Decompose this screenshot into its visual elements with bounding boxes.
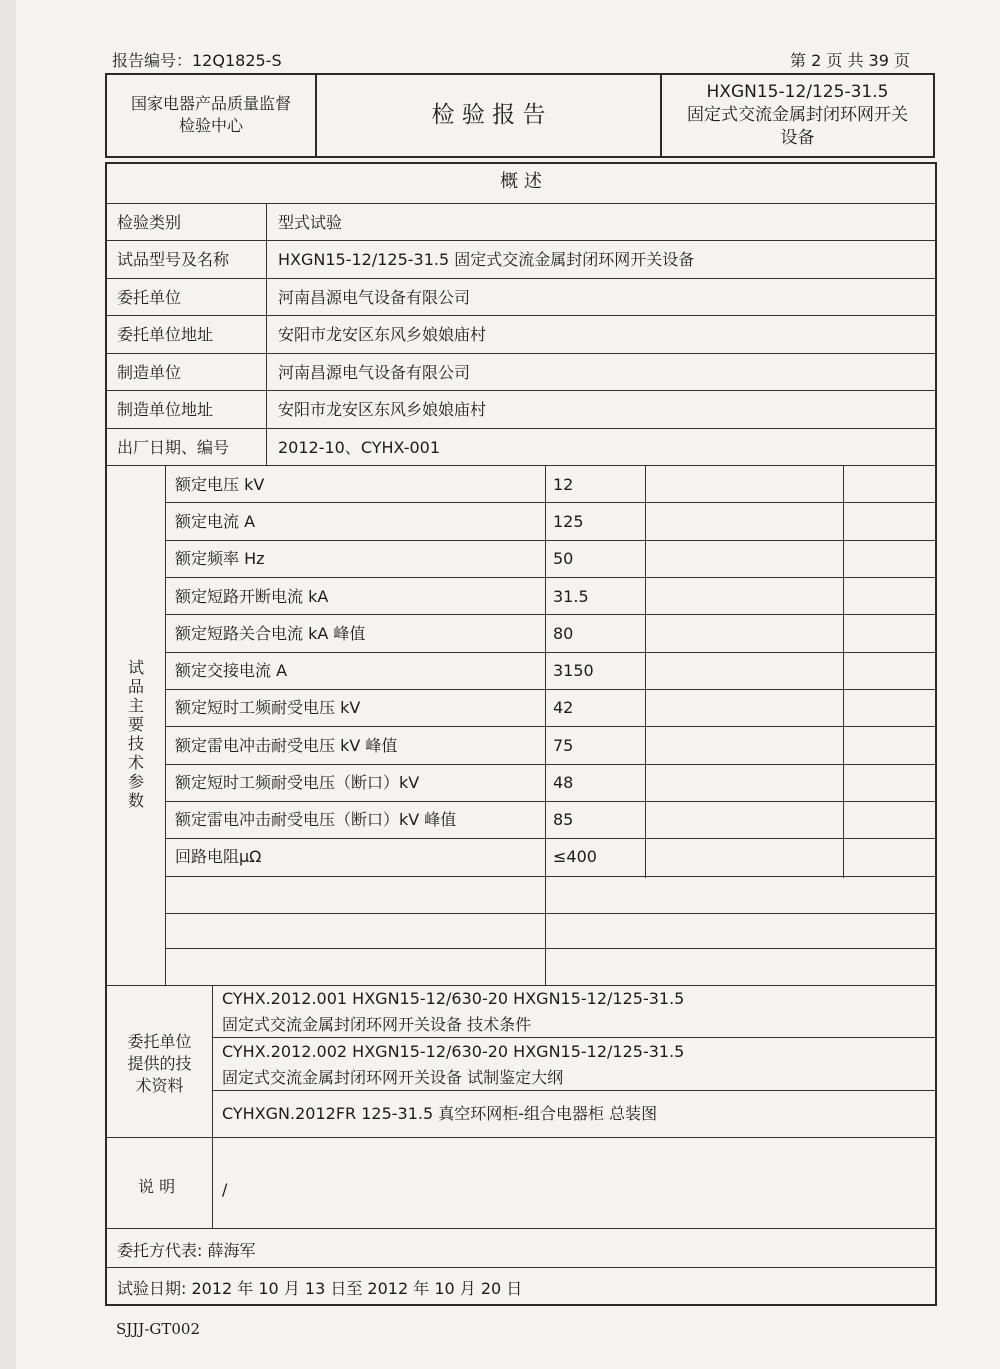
tech-docs-label xyxy=(107,1031,212,1097)
row-line xyxy=(107,278,935,279)
product-line-2: 固定式交流金属封闭环网开关 xyxy=(687,105,908,125)
tech-docs-label-line: 提供的技 xyxy=(127,1054,192,1073)
param-value: 12 xyxy=(553,475,574,494)
document-title: 检 验 报 告 xyxy=(431,102,546,128)
section-title: 概 述 xyxy=(500,171,542,192)
param-value: 80 xyxy=(553,624,574,643)
param-value: 85 xyxy=(553,810,574,829)
client-label: 委托单位 xyxy=(117,288,182,307)
param-line xyxy=(166,652,935,653)
param-value: 3150 xyxy=(553,661,594,680)
tech-docs-top-line xyxy=(107,985,935,986)
manufacturer-address-label: 制造单位地址 xyxy=(117,400,214,419)
params-name-divider xyxy=(545,465,546,985)
form-code: SJJJ-GT002 xyxy=(116,1320,201,1338)
client-value: 河南昌源电气设备有限公司 xyxy=(278,288,471,307)
page-info: 第 2 页 共 39 页 xyxy=(790,51,910,70)
production-date-label: 出厂日期、编号 xyxy=(117,438,230,457)
param-name: 额定短路开断电流 kA xyxy=(175,587,329,606)
manufacturer-label: 制造单位 xyxy=(117,363,182,382)
client-address-label: 委托单位地址 xyxy=(117,325,214,344)
params-value-divider xyxy=(645,465,646,878)
header-right-border xyxy=(933,73,935,158)
param-line xyxy=(166,876,935,877)
tech-doc-2-line-1: CYHX.2012.002 HXGN15-12/630-20 HXGN15-12/125-31.5 xyxy=(222,1042,685,1061)
param-value: 48 xyxy=(553,773,574,792)
tech-docs-label-line: 术资料 xyxy=(135,1076,184,1095)
param-line xyxy=(166,838,935,839)
param-line xyxy=(166,502,935,503)
sample-model-label: 试品型号及名称 xyxy=(117,250,230,269)
note-top-line xyxy=(107,1137,935,1138)
param-value: ≤400 xyxy=(553,847,597,866)
section-title-divider xyxy=(107,203,935,204)
param-name: 额定雷电冲击耐受电压 kV 峰值 xyxy=(175,736,398,755)
sample-model-value: HXGN15-12/125-31.5 固定式交流金属封闭环网开关设备 xyxy=(278,250,695,269)
params-label-divider xyxy=(165,465,166,985)
param-line xyxy=(166,689,935,690)
note-value: / xyxy=(222,1180,228,1199)
param-value: 31.5 xyxy=(553,587,589,606)
manufacturer-address-value: 安阳市龙安区东风乡娘娘庙村 xyxy=(278,400,487,419)
row-line xyxy=(107,240,935,241)
param-name: 额定短时工频耐受电压（断口）kV xyxy=(175,773,420,792)
tech-doc-1-line-2: 固定式交流金属封闭环网开关设备 技术条件 xyxy=(222,1015,532,1034)
table-top-border xyxy=(105,162,937,164)
info-label-divider xyxy=(266,203,267,465)
param-value: 50 xyxy=(553,549,574,568)
inspection-type-value: 型式试验 xyxy=(278,213,343,232)
param-name: 额定频率 Hz xyxy=(175,549,265,568)
client-address-value: 安阳市龙安区东风乡娘娘庙村 xyxy=(278,325,487,344)
manufacturer-value: 河南昌源电气设备有限公司 xyxy=(278,363,471,382)
row-line xyxy=(107,315,935,316)
param-name: 额定电压 kV xyxy=(175,475,265,494)
doc-line xyxy=(213,1090,935,1091)
row-line xyxy=(107,390,935,391)
param-value: 42 xyxy=(553,698,574,717)
param-name: 额定雷电冲击耐受电压（断口）kV 峰值 xyxy=(175,810,457,829)
report-number: 报告编号：12Q1825-S xyxy=(112,51,282,70)
param-name: 回路电阻μΩ xyxy=(175,847,262,866)
production-date-value: 2012-10、CYHX-001 xyxy=(278,438,441,457)
param-line xyxy=(166,540,935,541)
note-label: 说 明 xyxy=(138,1177,176,1196)
row-line xyxy=(107,428,935,429)
param-line xyxy=(166,726,935,727)
param-line xyxy=(166,948,935,949)
header-bottom-border xyxy=(105,156,935,158)
tech-docs-label-line: 委托单位 xyxy=(127,1032,192,1051)
param-value: 75 xyxy=(553,736,574,755)
org-line-2: 检验中心 xyxy=(178,116,243,135)
inspection-type-label: 检验类别 xyxy=(117,213,182,232)
params-extra-divider xyxy=(843,465,844,878)
org-name xyxy=(107,93,315,137)
param-value: 125 xyxy=(553,512,584,531)
table-bottom-border xyxy=(105,1304,937,1306)
note-label-divider xyxy=(212,1137,213,1228)
row-line xyxy=(107,465,935,466)
param-name: 额定短时工频耐受电压 kV xyxy=(175,698,361,717)
param-line xyxy=(166,801,935,802)
param-line xyxy=(166,614,935,615)
tech-doc-3: CYHXGN.2012FR 125-31.5 真空环网柜-组合电器柜 总装图 xyxy=(222,1104,658,1123)
param-line xyxy=(166,913,935,914)
product-line-3: 设备 xyxy=(780,128,815,148)
tech-doc-1-line-1: CYHX.2012.001 HXGN15-12/630-20 HXGN15-12/125-31.5 xyxy=(222,989,685,1008)
header-top-border xyxy=(105,73,935,75)
client-representative: 委托方代表: 薛海军 xyxy=(117,1241,256,1260)
page-edge xyxy=(0,0,16,1369)
row-line xyxy=(107,353,935,354)
table-right-border xyxy=(935,162,937,1306)
doc-line xyxy=(213,1037,935,1038)
org-line-1: 国家电器产品质量监督 xyxy=(130,94,291,113)
param-line xyxy=(166,577,935,578)
note-bottom-line xyxy=(107,1228,935,1229)
table-left-border xyxy=(105,162,107,1306)
test-date: 试验日期: 2012 年 10 月 13 日至 2012 年 10 月 20 日 xyxy=(117,1279,523,1298)
product-title xyxy=(662,81,933,150)
product-line-1: HXGN15-12/125-31.5 xyxy=(706,82,889,102)
tech-doc-2-line-2: 固定式交流金属封闭环网开关设备 试制鉴定大纲 xyxy=(222,1068,564,1087)
param-name: 额定交接电流 A xyxy=(175,661,288,680)
representative-bottom-line xyxy=(107,1267,935,1268)
param-name: 额定短路关合电流 kA 峰值 xyxy=(175,624,366,643)
params-section-label: 试品主要技术参数 xyxy=(127,658,144,810)
param-line xyxy=(166,764,935,765)
param-name: 额定电流 A xyxy=(175,512,256,531)
